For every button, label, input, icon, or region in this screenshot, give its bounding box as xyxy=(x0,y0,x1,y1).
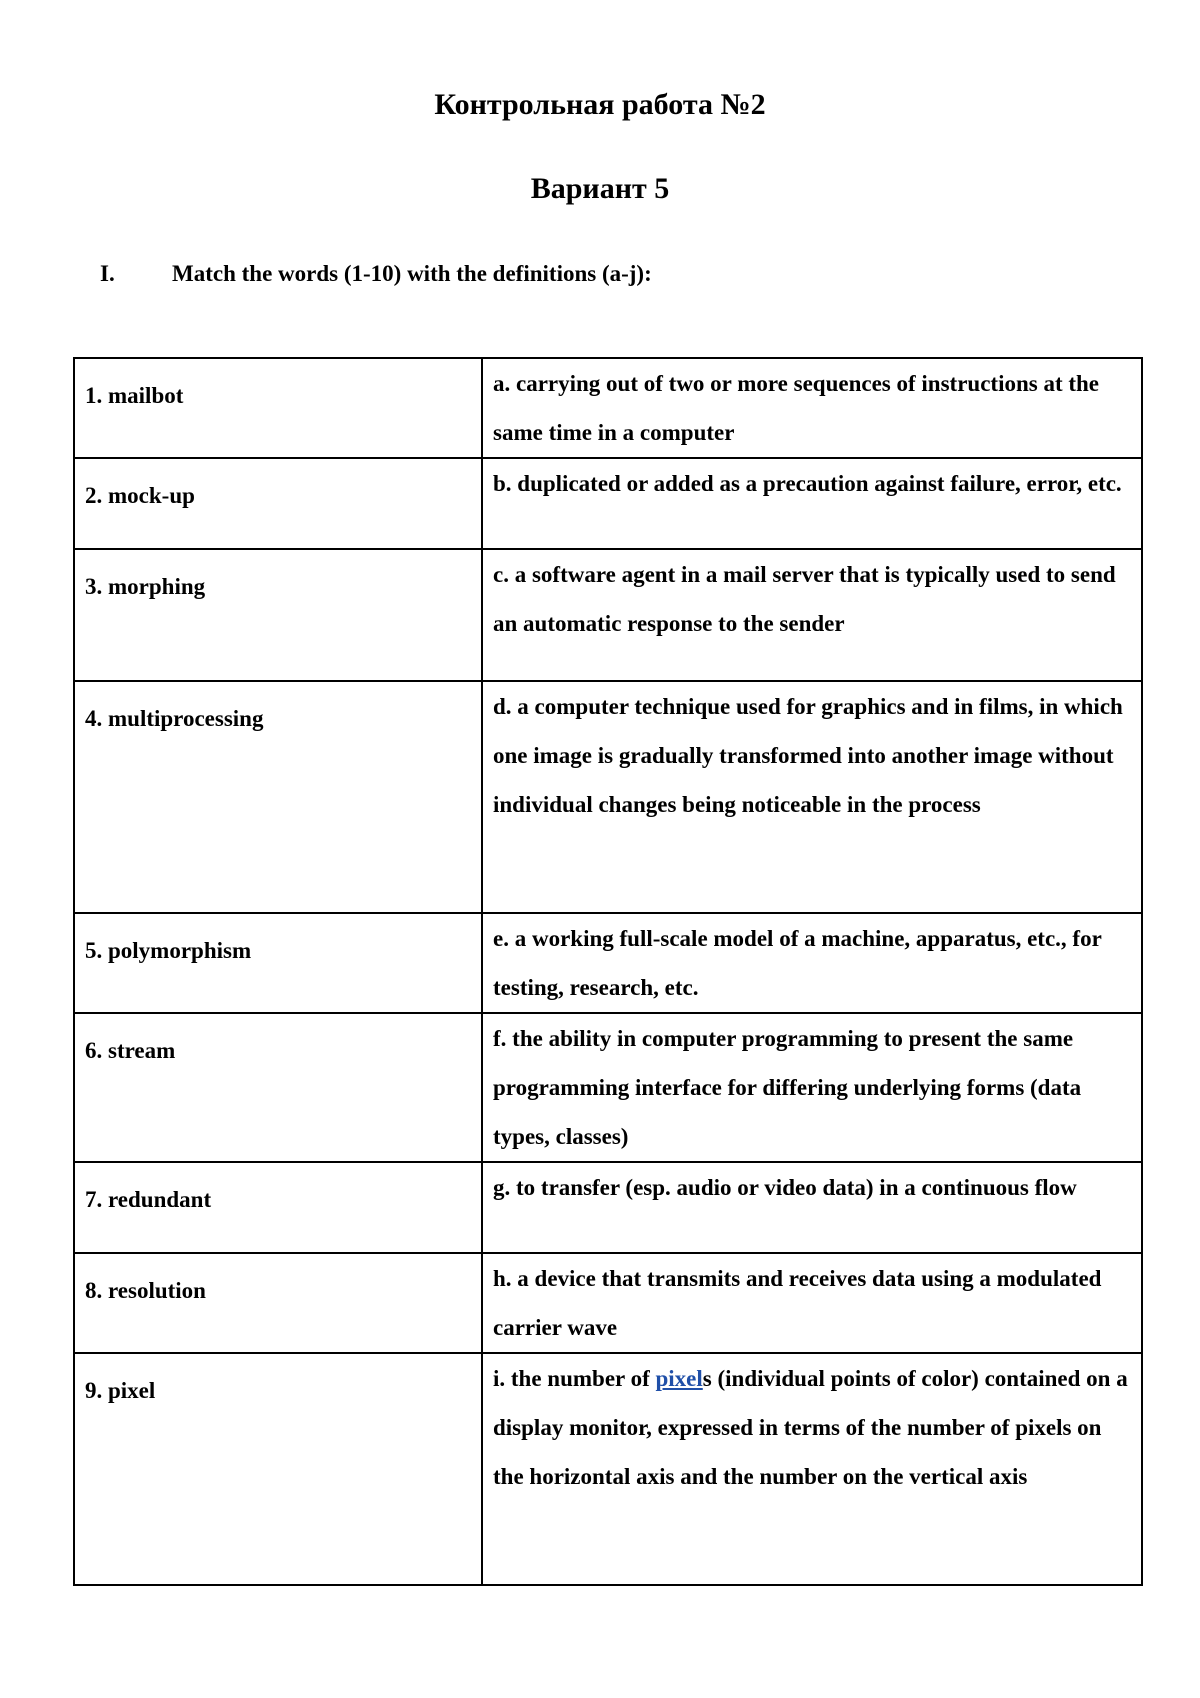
table-row xyxy=(74,458,1142,549)
definition-cell: h. a device that transmits and receives data using a modulated carrier wave xyxy=(482,1253,1142,1353)
section-instruction: Match the words (1-10) with the definitions (a-j): xyxy=(172,261,652,286)
term-cell: 2. mock-up xyxy=(74,458,482,549)
table-row xyxy=(74,549,1142,681)
term-cell: 4. multiprocessing xyxy=(74,681,482,913)
table-row xyxy=(74,1162,1142,1253)
table-row xyxy=(74,358,1142,458)
definition-cell: f. the ability in computer programming to present the same programming interface for differing underlying forms (data types, classes) xyxy=(482,1013,1142,1162)
definition-prefix: i. the number of xyxy=(493,1366,656,1391)
term-cell: 1. mailbot xyxy=(74,358,482,458)
definition-cell: d. a computer technique used for graphics and in films, in which one image is gradually transformed into another image without individual changes being noticeable in the process xyxy=(482,681,1142,913)
section-heading xyxy=(100,261,652,287)
section-number: I. xyxy=(100,261,115,286)
variant-title: Вариант 5 xyxy=(530,172,670,205)
definition-cell: c. a software agent in a mail server that is typically used to send an automatic response to the sender xyxy=(482,549,1142,681)
definition-cell: g. to transfer (esp. audio or video data) in a continuous flow xyxy=(482,1162,1142,1253)
matching-table xyxy=(73,357,1143,1586)
table-row xyxy=(74,681,1142,913)
table-row xyxy=(74,913,1142,1013)
definition-cell: b. duplicated or added as a precaution against failure, error, etc. xyxy=(482,458,1142,549)
term-cell: 5. polymorphism xyxy=(74,913,482,1013)
definition-cell: e. a working full-scale model of a machine, apparatus, etc., for testing, research, etc. xyxy=(482,913,1142,1013)
term-cell: 3. morphing xyxy=(74,549,482,681)
term-cell: 8. resolution xyxy=(74,1253,482,1353)
table-row xyxy=(74,1353,1142,1585)
definition-cell: a. carrying out of two or more sequences of instructions at the same time in a computer xyxy=(482,358,1142,458)
definition-suffix: s (individual points of color) contained on a display monitor, expressed in terms of the number of pixels on the horizontal axis and the number on the vertical axis xyxy=(493,1366,1128,1489)
term-cell: 9. pixel xyxy=(74,1353,482,1585)
pixel-link[interactable]: pixel xyxy=(655,1366,703,1391)
table-row xyxy=(74,1253,1142,1353)
document-title: Контрольная работа №2 xyxy=(434,88,766,121)
term-cell: 7. redundant xyxy=(74,1162,482,1253)
table-row xyxy=(74,1013,1142,1162)
term-cell: 6. stream xyxy=(74,1013,482,1162)
definition-cell xyxy=(482,1353,1142,1585)
